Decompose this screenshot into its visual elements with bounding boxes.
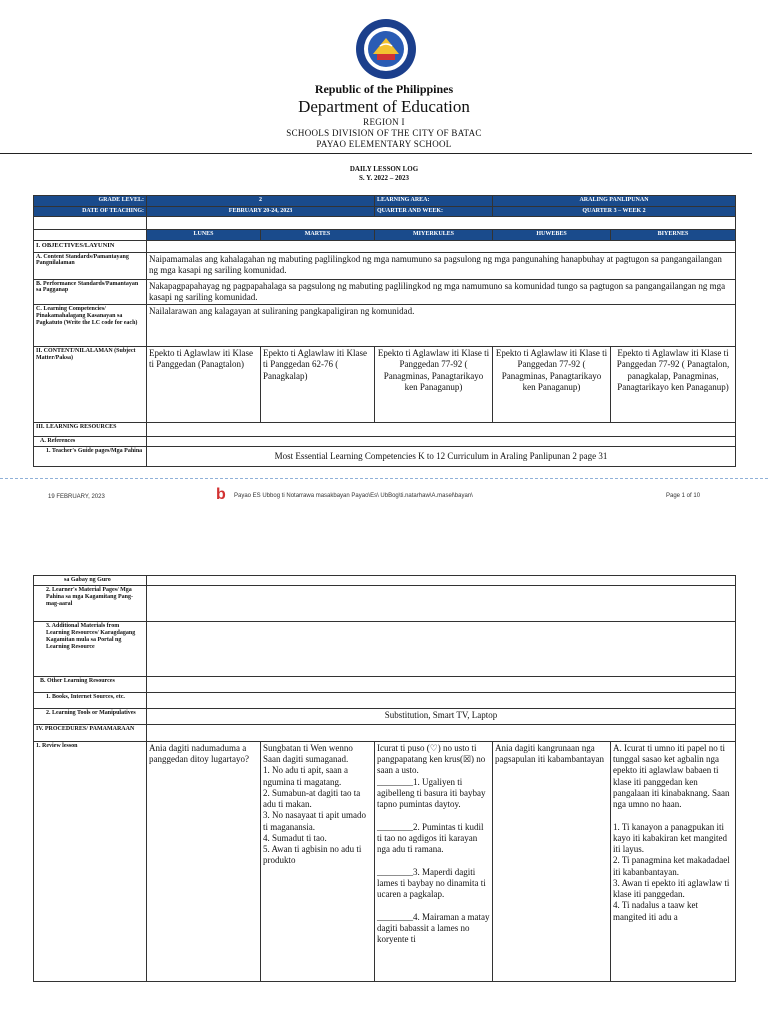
additional-materials-label: 3. Additional Materials from Learning Resources/ Karagdagang Kagamitan mula sa Portal ng Learning Resource — [34, 621, 147, 676]
header-rule — [0, 153, 752, 154]
objectives-title: I. OBJECTIVES/LAYUNIN — [34, 240, 147, 252]
footer-page-number: Page 1 of 10 — [666, 493, 701, 499]
quarter-value: QUARTER 3 – WEEK 2 — [493, 206, 736, 217]
school-year: S. Y. 2022 – 2023 — [358, 174, 410, 182]
empty-cell — [147, 423, 736, 437]
quarter-label: QUARTER AND WEEK: — [375, 206, 493, 217]
footer-date: 19 FEBRUARY, 2023 — [48, 494, 105, 500]
content-huwebes: Epekto ti Aglawlaw iti Klase ti Panggedan 77-92 ( Panagminas, Panagtarikayo ken Panaganup) — [493, 347, 611, 423]
deped-seal-icon — [355, 18, 417, 80]
competencies-label: C. Learning Competencies/ Pinakamahalagang Kasanayan sa Pagkatuto (Write the LC code for each) — [34, 305, 147, 347]
lesson-log-table-page2 — [33, 575, 736, 982]
empty-cell — [147, 437, 736, 447]
empty-cell — [147, 217, 736, 230]
empty-cell — [147, 585, 736, 621]
content-biyernes: Epekto ti Aglawlaw iti Klase ti Panggedan 77-92 ( Panagtalon, panagkalap, Panagminas, Panagtarikayo ken Panaganup) — [611, 347, 736, 423]
school-heading: PAYAO ELEMENTARY SCHOOL — [316, 139, 452, 149]
resources-title: III. LEARNING RESOURCES — [34, 423, 147, 437]
review-lunes: Ania dagiti nadumaduma a panggedan ditoy lugartayo? — [147, 741, 261, 981]
day-header-blank — [34, 230, 147, 241]
empty-cell — [147, 692, 736, 708]
department-heading: Department of Education — [298, 97, 470, 116]
empty-cell — [147, 576, 736, 586]
empty-cell — [34, 217, 147, 230]
day-header-lunes: LUNES — [147, 230, 261, 241]
procedures-title: IV. PROCEDURES/ PAMAMARAAN — [34, 724, 147, 741]
footer-divider — [0, 478, 768, 479]
date-value: FEBRUARY 20-24, 2023 — [147, 206, 375, 217]
review-lesson-label: 1. Review lesson — [34, 741, 147, 981]
review-huwebes: Ania dagiti kangrunaan nga pagsapulan iti kabambantayan — [493, 741, 611, 981]
review-biyernes: A. Icurat ti umno iti papel no ti tunggal sasao ket agbalin nga epekto iti aglawlaw babaen ti klase iti panggedan ken pangalaan iti kinabaknang. Saan nga umno no haan. 1. Ti kanayon a panagpukan iti kayo iti kabakiran ket mangited iti layus. 2. Ti panagmina ket makadadael iti kabanbantayan. 3. Awan ti epekto iti aglawlaw ti klase iti panggedan. 4. Ti nadalus a taaw ket mangited iti adu a — [611, 741, 736, 981]
teachers-guide-text: Most Essential Learning Competencies K to 12 Curriculum in Araling Panlipunan 2 page 31 — [147, 446, 736, 466]
content-lunes: Epekto ti Aglawlaw iti Klase ti Panggedan (Panagtalon) — [147, 347, 261, 423]
page-two — [0, 575, 768, 1024]
books-label: 1. Books, Internet Sources, etc. — [34, 692, 147, 708]
content-miyerkules: Epekto ti Aglawlaw iti Klase ti Panggedan 77-92 ( Panagminas, Panagtarikayo ken Panaganup) — [375, 347, 493, 423]
lesson-log-table-page1 — [33, 195, 736, 467]
references-label: A. References — [34, 437, 147, 447]
review-miyerkules: Icurat ti puso (♡) no usto ti pangpapatang ken krus(☒) no saan a usto. ________1. Ugaliyen ti agibelleng ti basura iti baybay tapno pumintas daytoy. ________2. Pumintas ti kudil ti tao no agdigos iti karayan nga adu ti ramana. ________3. Maperdi dagiti lames ti baybay no dinamita ti ucaren a pagkalap. ________4. Mairaman a matay dagiti babassit a lames no koryente ti — [375, 741, 493, 981]
content-standards-text: Naipamamalas ang kahalagahan ng mabuting paglilingkod ng mga namumuno sa pagsulong ng mga pangunahing hanapbuhay at pagtugon sa pangangailangan ng mga kasapi ng sariling komunidad. — [147, 252, 736, 279]
empty-cell — [147, 724, 736, 741]
learning-area-value: ARALING PANLIPUNAN — [493, 196, 736, 207]
region-heading: REGION I — [363, 117, 405, 127]
footer-logo-icon: b — [216, 486, 226, 503]
learning-tools-label: 2. Learning Tools or Manipulatives — [34, 708, 147, 724]
date-label: DATE OF TEACHING: — [34, 206, 147, 217]
day-header-biyernes: BIYERNES — [611, 230, 736, 241]
republic-heading: Republic of the Philippines — [314, 82, 454, 96]
empty-cell — [147, 676, 736, 692]
teachers-guide-label-cont: sa Gabay ng Guro — [34, 576, 147, 586]
review-martes: Sungbatan ti Wen wenno Saan dagiti sumaganad. 1. No adu ti apit, saan a ngumina ti magatang. 2. Sumabun-at dagiti tao ta adu ti makan. 3. No nasayaat ti apit umado ti maganansia. 4. Sumadut ti tao. 5. Awan ti agbisin no adu ti produkto — [261, 741, 375, 981]
content-martes: Epekto ti Aglawlaw iti Klase ti Panggedan 62-76 ( Panagkalap) — [261, 347, 375, 423]
content-standards-label: A. Content Standards/Pamantayang Pangnilalaman — [34, 252, 147, 279]
performance-standards-text: Nakapagpapahayag ng pagpapahalaga sa pagsulong ng mabuting paglilingkod ng mga namumuno sa komunidad tungo sa pagtugon sa pangangailangan ng mga kasapi ng sariling komunidad. — [147, 279, 736, 305]
grade-level-value: 2 — [147, 196, 375, 207]
other-resources-label: B. Other Learning Resources — [34, 676, 147, 692]
learning-area-label: LEARNING AREA: — [375, 196, 493, 207]
empty-cell — [147, 621, 736, 676]
day-header-martes: MARTES — [261, 230, 375, 241]
footer-path: Payao ES Ubbog ti Notarrawa masakbayan Payao\Es\ UbBog\ti.natarhaw\A.masel\bayan\ — [234, 493, 473, 499]
grade-level-label: GRADE LEVEL: — [34, 196, 147, 207]
learning-tools-text: Substitution, Smart TV, Laptop — [147, 708, 736, 724]
learners-material-label: 2. Learner's Material Pages/ Mga Pahina sa mga Kagamitang Pang-mag-aaral — [34, 585, 147, 621]
empty-cell — [147, 240, 736, 252]
division-heading: SCHOOLS DIVISION OF THE CITY OF BATAC — [286, 128, 482, 138]
content-label: II. CONTENT/NILALAMAN (Subject Matter/Paksa) — [34, 347, 147, 423]
doc-title: DAILY LESSON LOG — [349, 165, 419, 173]
day-header-huwebes: HUWEBES — [493, 230, 611, 241]
performance-standards-label: B. Performance Standards/Pamantayan sa Pagganap — [34, 279, 147, 305]
day-header-miyerkules: MIYERKULES — [375, 230, 493, 241]
competencies-text: Nailalarawan ang kalagayan at suliraning pangkapaligiran ng komunidad. — [147, 305, 736, 347]
teachers-guide-label: 1. Teacher's Guide pages/Mga Pahina — [34, 446, 147, 466]
